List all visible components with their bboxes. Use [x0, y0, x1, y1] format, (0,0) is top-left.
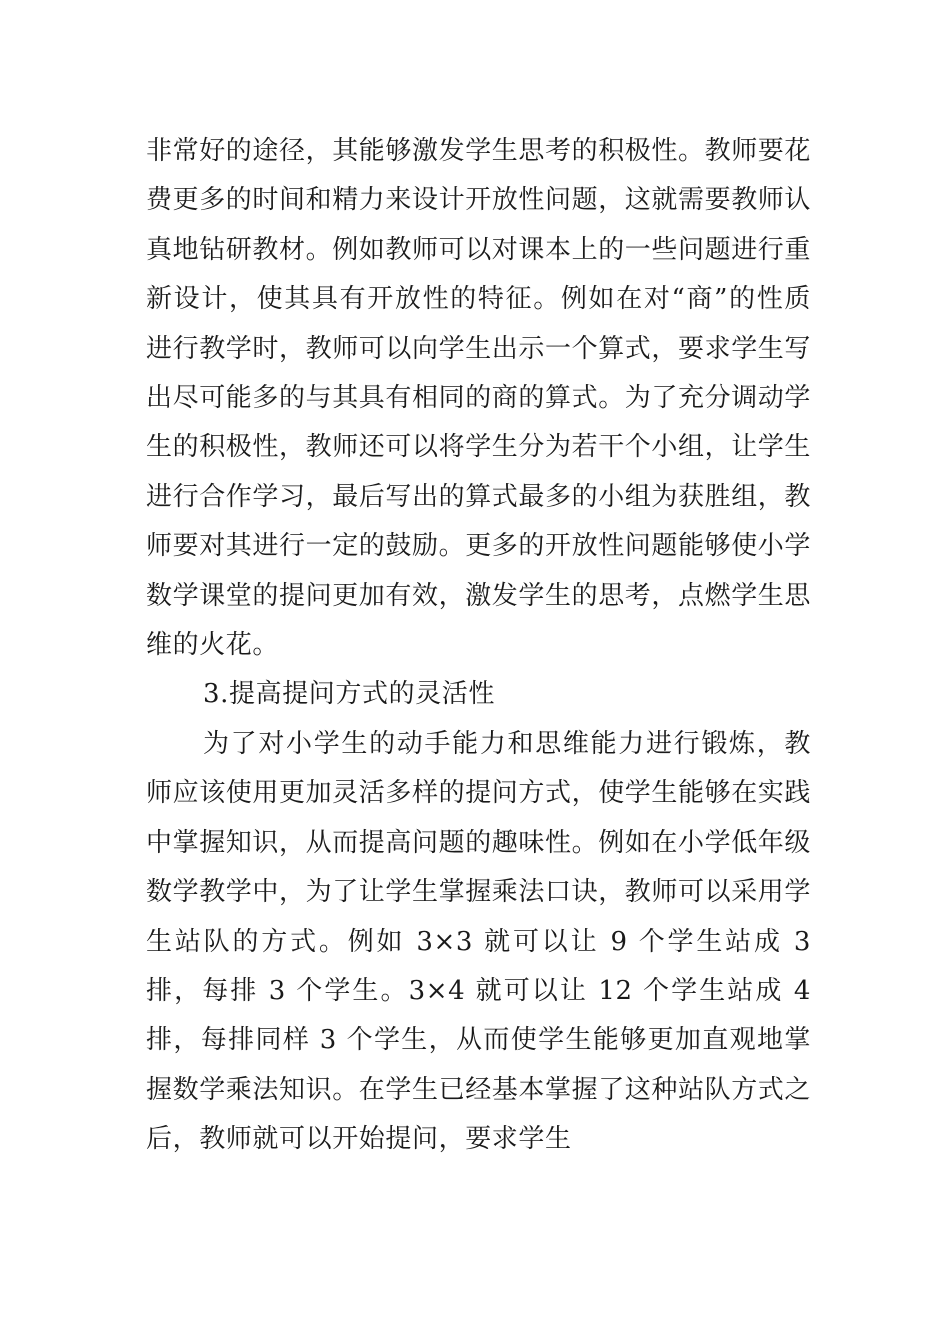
paragraph-open-questions: 非常好的途径，其能够激发学生思考的积极性。教师要花费更多的时间和精力来设计开放性问题，这就需要教师认真地钻研教材。例如教师可以对课本上的一些问题进行重新设计，使其具有开放性的特征。例如在对“商”的性质进行教学时，教师可以向学生出示一个算式，要求学生写出尽可能多的与其具有相同的商的算式。为了充分调动学生的积极性，教师还可以将学生分为若干个小组，让学生进行合作学习，最后写出的算式最多的小组为获胜组，教师要对其进行一定的鼓励。更多的开放性问题能够使小学数学课堂的提问更加有效，激发学生的思考，点燃学生思维的火花。: [146, 136, 812, 661]
body-text: [146, 127, 811, 1165]
section-heading-3: 3.提高提问方式的灵活性: [203, 679, 496, 710]
paragraph-flexible-questioning: 为了对小学生的动手能力和思维能力进行锻炼，教师应该使用更加灵活多样的提问方式，使学生能够在实践中掌握知识，从而提高问题的趣味性。例如在小学低年级数学教学中，为了让学生掌握乘法口诀，教师可以采用学生站队的方式。例如 3×3 就可以让 9 个学生站成 3 排，每排 3 个学生。3×4 就可以让 12 个学生站成 4 排，每排同样 3 个学生，从而使学生能够更加直观地掌握数学乘法知识。在学生已经基本掌握了这种站队方式之后，教师就可以开始提问，要求学生: [146, 728, 812, 1155]
